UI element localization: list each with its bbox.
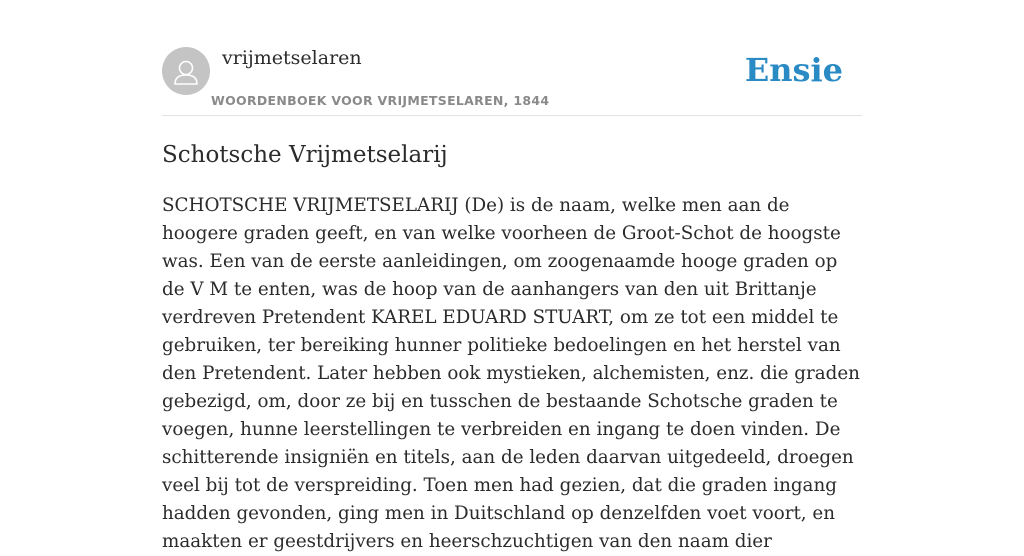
author-avatar[interactable]	[162, 47, 210, 95]
article-body: SCHOTSCHE VRIJMETSELARIJ (De) is de naam, welke men aan de hoogere graden geeft, en van welke voorheen de Groot-Schot de hoogste was. Een van de eerste aanleidingen, om zoogenaamde hooge graden op de V M te enten, was de hoop van de aanhangers van den uit Brittanje verdreven Pretendent KAREL EDUARD STUART, om ze tot een middel te gebruiken, ter bereiking hunner politieke bedoelingen en het herstel van den Pretendent. Later hebben ook mystieken, alchemisten, enz. die graden gebezigd, om, door ze bij en tusschen de bestaande Schotsche graden te voegen, hunne leerstellingen te verbreiden en ingang te doen vinden. De schitterende insigniën en titels, aan de leden daarvan uitgedeeld, droegen veel bij tot de verspreiding. Toen men had gezien, dat die graden ingang hadden gevonden, ging men in Duitschland op denzelfden voet voort, en maakten er geestdrijvers en heerschzuchtigen van den naam dier	[162, 195, 860, 552]
article-title: Schotsche Vrijmetselarij	[162, 142, 448, 168]
source-name[interactable]: WOORDENBOEK VOOR VRIJMETSELAREN, 1844	[211, 93, 550, 108]
user-icon	[162, 47, 210, 95]
article-header	[162, 0, 862, 116]
author-name[interactable]: vrijmetselaren	[222, 47, 362, 69]
content-container	[162, 0, 862, 552]
ensie-logo[interactable]: Ensie	[744, 51, 843, 89]
